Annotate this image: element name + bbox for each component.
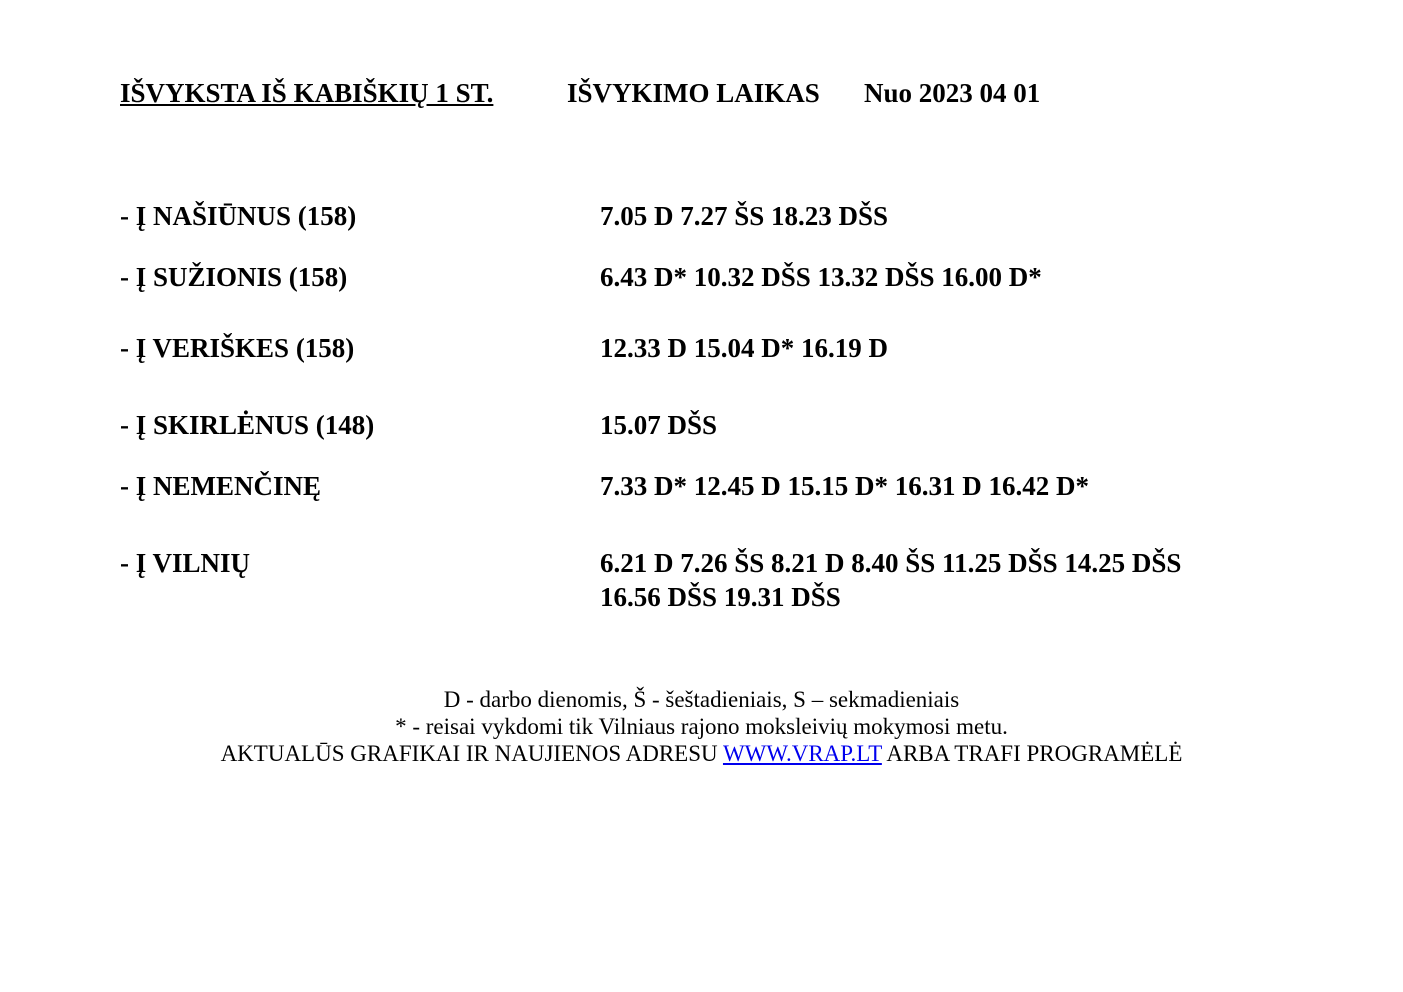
route-destination-skirlenai: - Į SKIRLĖNUS (148) — [120, 410, 375, 440]
times-line: 7.33 D* 12.45 D 15.15 D* 16.31 D 16.42 D* — [600, 471, 1089, 501]
route-destination-nemencine: - Į NEMENČINĘ — [120, 471, 322, 501]
footer — [0, 686, 1403, 767]
times-line: 16.56 DŠS 19.31 DŠS — [600, 582, 841, 612]
route-times-veriskes — [600, 331, 1240, 365]
route-destination-vilnius: - Į VILNIŲ — [120, 548, 251, 578]
times-line: 12.33 D 15.04 D* 16.19 D — [600, 333, 888, 363]
valid-from-date: Nuo 2023 04 01 — [864, 78, 1041, 108]
legend-text: D - darbo dienomis, Š - šeštadieniais, S – sekmadieniais — [443, 687, 960, 712]
route-times-nemencine — [600, 469, 1240, 503]
times-line: 6.43 D* 10.32 DŠS 13.32 DŠS 16.00 D* — [600, 262, 1042, 292]
info-line — [0, 740, 1403, 767]
info-suffix: ARBA TRAFI PROGRAMĖLĖ — [881, 741, 1183, 766]
departure-time-label: IŠVYKIMO LAIKAS — [567, 78, 820, 108]
info-prefix: AKTUALŪS GRAFIKAI IR NAUJIENOS ADRESU — [220, 741, 723, 766]
route-times-vilnius — [600, 546, 1240, 614]
times-line: 6.21 D 7.26 ŠS 8.21 D 8.40 ŠS 11.25 DŠS 14.25 DŠS — [600, 548, 1182, 578]
route-destination-suzionys: - Į SUŽIONIS (158) — [120, 262, 348, 292]
times-line: 7.05 D 7.27 ŠS 18.23 DŠS — [600, 201, 889, 231]
website-link[interactable]: WWW.VRAP.LT — [722, 741, 882, 766]
route-times-suzionys — [600, 260, 1240, 294]
times-line: 15.07 DŠS — [600, 410, 718, 440]
route-destination-nasiunai: - Į NAŠIŪNUS (158) — [120, 201, 357, 231]
note-text: * - reisai vykdomi tik Vilniaus rajono moksleivių mokymosi metu. — [395, 714, 1008, 739]
route-times-nasiunai — [600, 199, 1240, 233]
station-title: IŠVYKSTA IŠ KABIŠKIŲ 1 ST. — [120, 78, 494, 108]
route-times-skirlenai — [600, 408, 1240, 442]
route-destination-veriskes: - Į VERIŠKES (158) — [120, 333, 355, 363]
